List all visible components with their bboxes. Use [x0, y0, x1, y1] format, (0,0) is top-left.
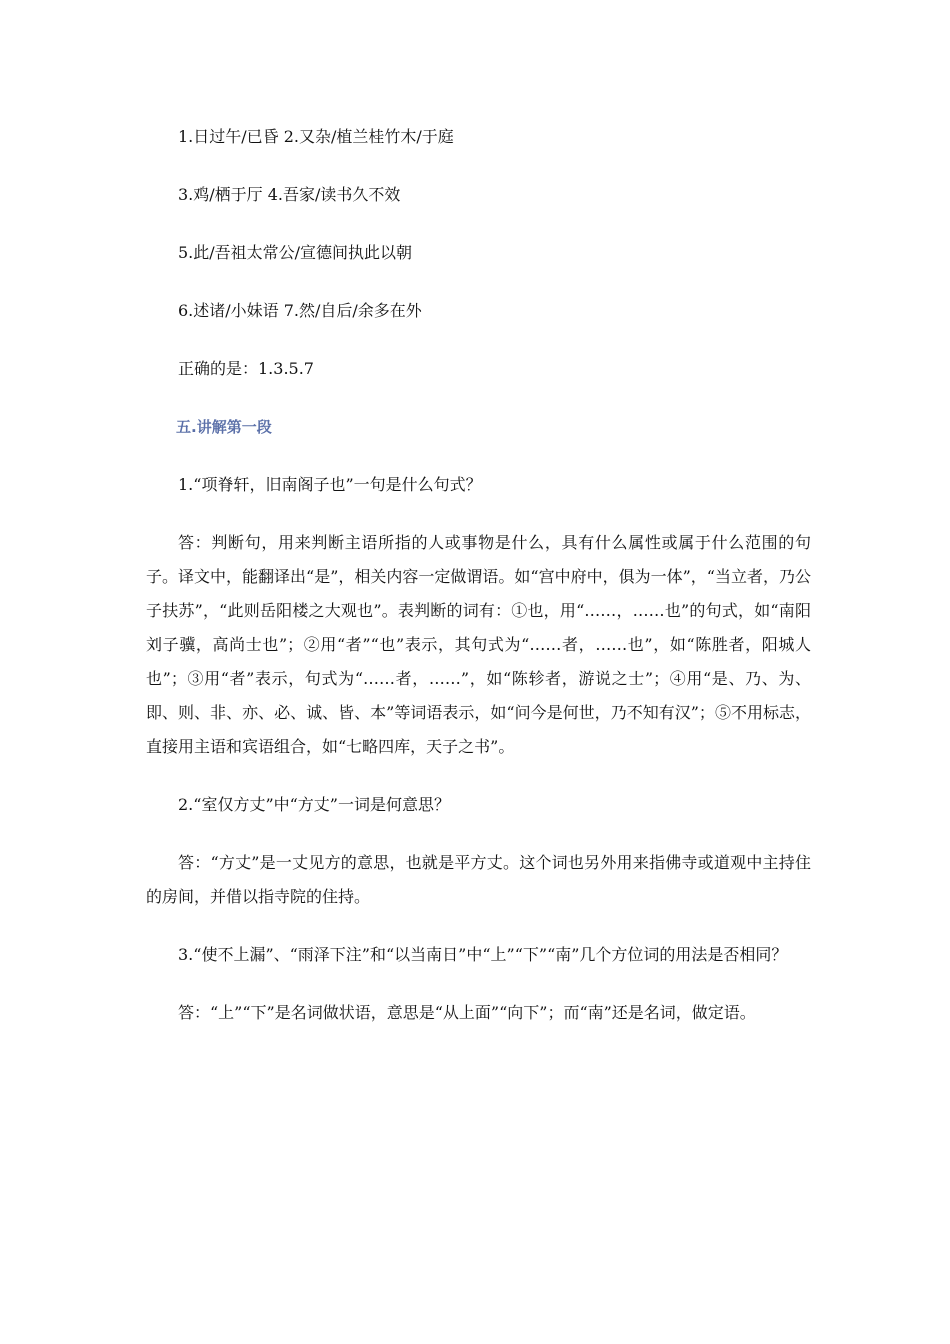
- sentence-division-1-2: 1.日过午/已昏 2.又杂/植兰桂竹木/于庭: [178, 127, 454, 146]
- sentence-division-5: 5.此/吾祖太常公/宣德间执此以朝: [178, 243, 413, 262]
- sentence-division-6-7: 6.述诸/小妹语 7.然/自后/余多在外: [178, 301, 422, 320]
- answer-2: 答：“方丈”是一丈见方的意思，也就是平方丈。这个词也另外用来指佛寺或道观中主持住的房间，并借以指寺院的住持。: [146, 853, 811, 906]
- answer-3: 答：“上”“下”是名词做状语，意思是“从上面”“向下”；而“南”还是名词，做定语。: [178, 1003, 756, 1022]
- sentence-division-3-4: 3.鸡/栖于厅 4.吾家/读书久不效: [178, 185, 401, 204]
- question-1: 1.“项脊轩，旧南阁子也”一句是什么句式？: [178, 475, 482, 494]
- section-heading: 五.讲解第一段: [176, 418, 272, 436]
- question-3: 3.“使不上漏”、“雨泽下注”和“以当南日”中“上”“下”“南”几个方位词的用法是否相同？: [178, 945, 788, 964]
- document-body: [146, 120, 811, 1030]
- question-2: 2.“室仅方丈”中“方丈”一词是何意思？: [178, 795, 450, 814]
- correct-answer: 正确的是：1.3.5.7: [178, 359, 314, 378]
- answer-1: 答：判断句，用来判断主语所指的人或事物是什么，具有什么属性或属于什么范围的句子。译文中，能翻译出“是”，相关内容一定做谓语。如“宫中府中，俱为一体”，“当立者，乃公子扶苏”，“此则岳阳楼之大观也”。表判断的词有：①也，用“……，……也”的句式，如“南阳刘子骥，高尚士也”；②用“者”“也”表示，其句式为“……者，……也”，如“陈胜者，阳城人也”；③用“者”表示，句式为“……者，……”，如“陈轸者，游说之士”；④用“是、乃、为、即、则、非、亦、必、诚、皆、本”等词语表示，如“问今是何世，乃不知有汉”；⑤不用标志，直接用主语和宾语组合，如“七略四库，天子之书”。: [146, 533, 811, 756]
